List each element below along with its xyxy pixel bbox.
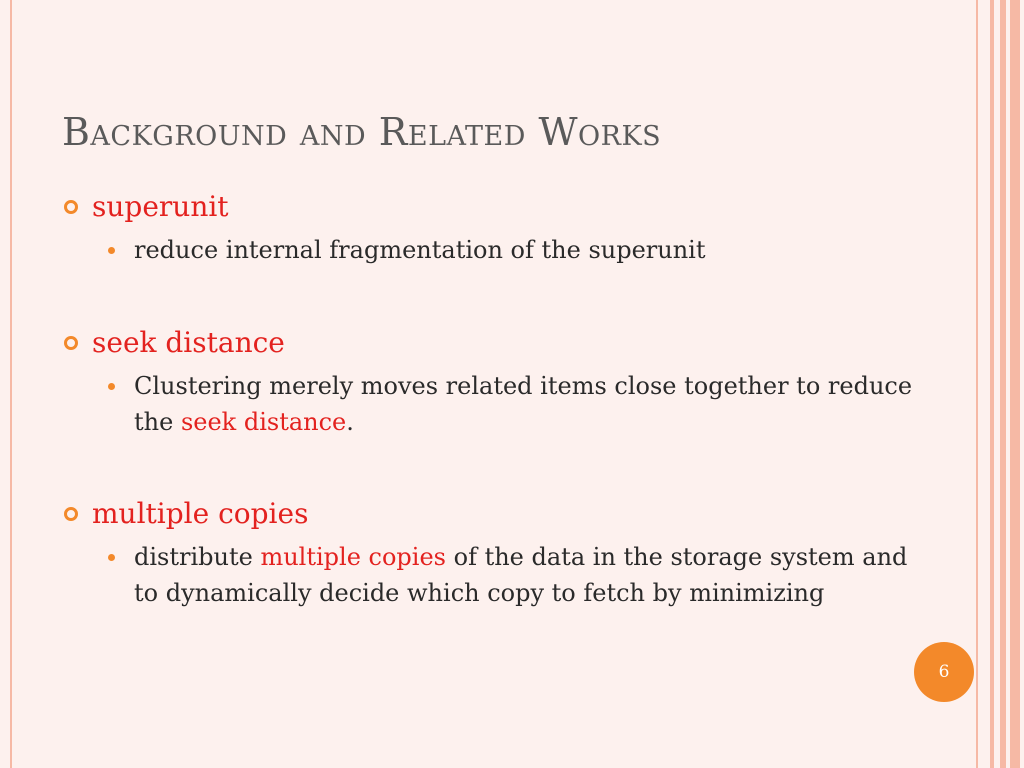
bullet-heading-text: seek distance [92, 326, 285, 359]
highlighted-term: multiple copies [260, 543, 446, 571]
sub-bullet-text: distribute [134, 543, 261, 571]
highlighted-term: seek distance [180, 408, 347, 436]
ring-bullet-icon [64, 200, 78, 214]
bullet-heading-text: superunit [92, 190, 229, 223]
sub-bullet-text-end: of the data in the storage system and to dynamically decide which copy to fetch by minimizing [134, 543, 908, 607]
sub-bullet [62, 232, 922, 268]
right-stripes [976, 0, 1024, 768]
bullet-group-multiple-copies [62, 497, 922, 611]
sub-bullet-text: reduce internal fragmentation of the superunit [134, 236, 706, 264]
dot-bullet-icon [108, 247, 115, 254]
bullet-heading [62, 326, 922, 360]
bullet-heading-text: multiple copies [92, 497, 309, 530]
sub-bullet-text-end: . [346, 408, 354, 436]
bullet-group-seek-distance [62, 326, 922, 440]
dot-bullet-icon [108, 383, 115, 390]
sub-bullet [62, 368, 922, 440]
bullet-heading [62, 497, 922, 531]
sub-bullet-text: Clustering merely moves related items close together to reduce the [134, 372, 913, 436]
dot-bullet-icon [108, 554, 115, 561]
ring-bullet-icon [64, 507, 78, 521]
ring-bullet-icon [64, 336, 78, 350]
slide-title: Background and Related Works [62, 110, 662, 154]
bullet-group-superunit [62, 190, 922, 268]
slide-body [62, 190, 922, 607]
left-border [0, 0, 12, 768]
bullet-heading [62, 190, 922, 224]
page-number-badge: 6 [914, 642, 974, 702]
sub-bullet [62, 539, 922, 611]
